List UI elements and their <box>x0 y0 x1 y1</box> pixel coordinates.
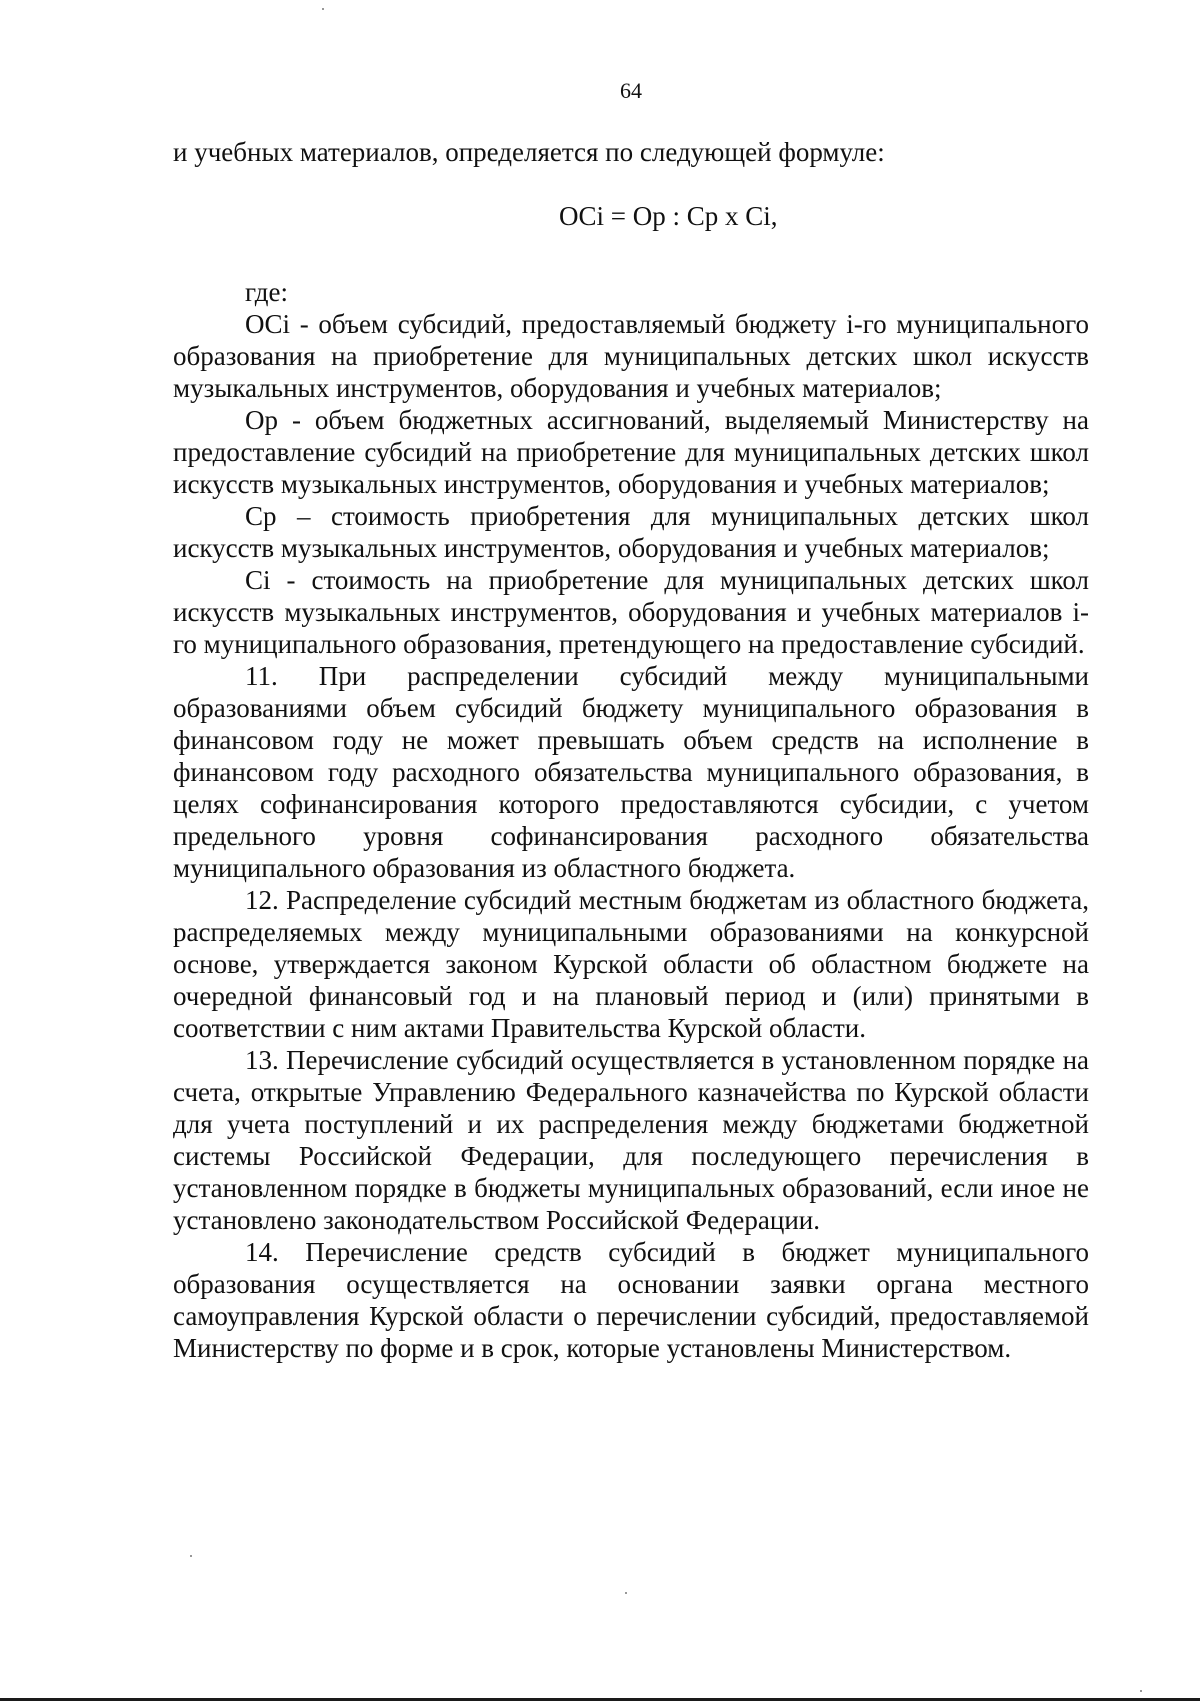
definition-ci: Ci - стоимость на приобретение для муниципальных детских школ искусств музыкальных инструментов, оборудования и учебных материалов i-го муниципального образования, претендующего на предоставление субсидий. <box>173 565 1089 659</box>
document-body <box>173 136 1089 1364</box>
where-label: где: <box>245 277 288 307</box>
scan-speck <box>190 1555 192 1557</box>
definition-cp: Cp – стоимость приобретения для муниципальных детских школ искусств музыкальных инструментов, оборудования и учебных материалов; <box>173 501 1089 563</box>
formula: OCi = Op : Cp x Ci, <box>559 201 778 231</box>
intro-paragraph: и учебных материалов, определяется по следующей формуле: <box>173 137 885 167</box>
clause-13: 13. Перечисление субсидий осуществляется в установленном порядке на счета, открытые Управлению Федерального казначейства по Курской области для учета поступлений и их распределения между бюджетами бюджетной системы Российской Федерации, для последующего перечисления в установленном порядке в бюджеты муниципальных образований, если иное не установлено законодательством Российской Федерации. <box>173 1045 1089 1235</box>
clause-11: 11. При распределении субсидий между муниципальными образованиями объем субсидий бюджету муниципального образования в финансовом году не может превышать объем средств на исполнение в финансовом году расходного обязательства муниципального образования, в целях софинансирования которого предоставляются субсидии, с учетом предельного уровня софинансирования расходного обязательства муниципального образования из областного бюджета. <box>173 661 1089 883</box>
definition-oci: OCi - объем субсидий, предоставляемый бюджету i-го муниципального образования на приобретение для муниципальных детских школ искусств музыкальных инструментов, оборудования и учебных материалов; <box>173 309 1089 403</box>
scan-edge-line <box>0 1698 1200 1701</box>
page-number: 64 <box>620 78 642 103</box>
definition-op: Op - объем бюджетных ассигнований, выделяемый Министерству на предоставление субсидий на приобретение для муниципальных детских школ искусств музыкальных инструментов, оборудования и учебных материалов; <box>173 405 1089 499</box>
clause-14: 14. Перечисление средств субсидий в бюджет муниципального образования осуществляется на основании заявки органа местного самоуправления Курской области о перечислении субсидий, предоставляемой Министерству по форме и в срок, которые установлены Министерством. <box>173 1237 1089 1363</box>
scan-speck <box>1140 1690 1142 1692</box>
scan-speck <box>322 8 324 10</box>
scan-speck <box>625 1592 627 1594</box>
clause-12: 12. Распределение субсидий местным бюджетам из областного бюджета, распределяемых между муниципальными образованиями на конкурсной основе, утверждается законом Курской области об областном бюджете на очередной финансовый год и на плановый период и (или) принятыми в соответствии с ним актами Правительства Курской области. <box>173 885 1089 1043</box>
